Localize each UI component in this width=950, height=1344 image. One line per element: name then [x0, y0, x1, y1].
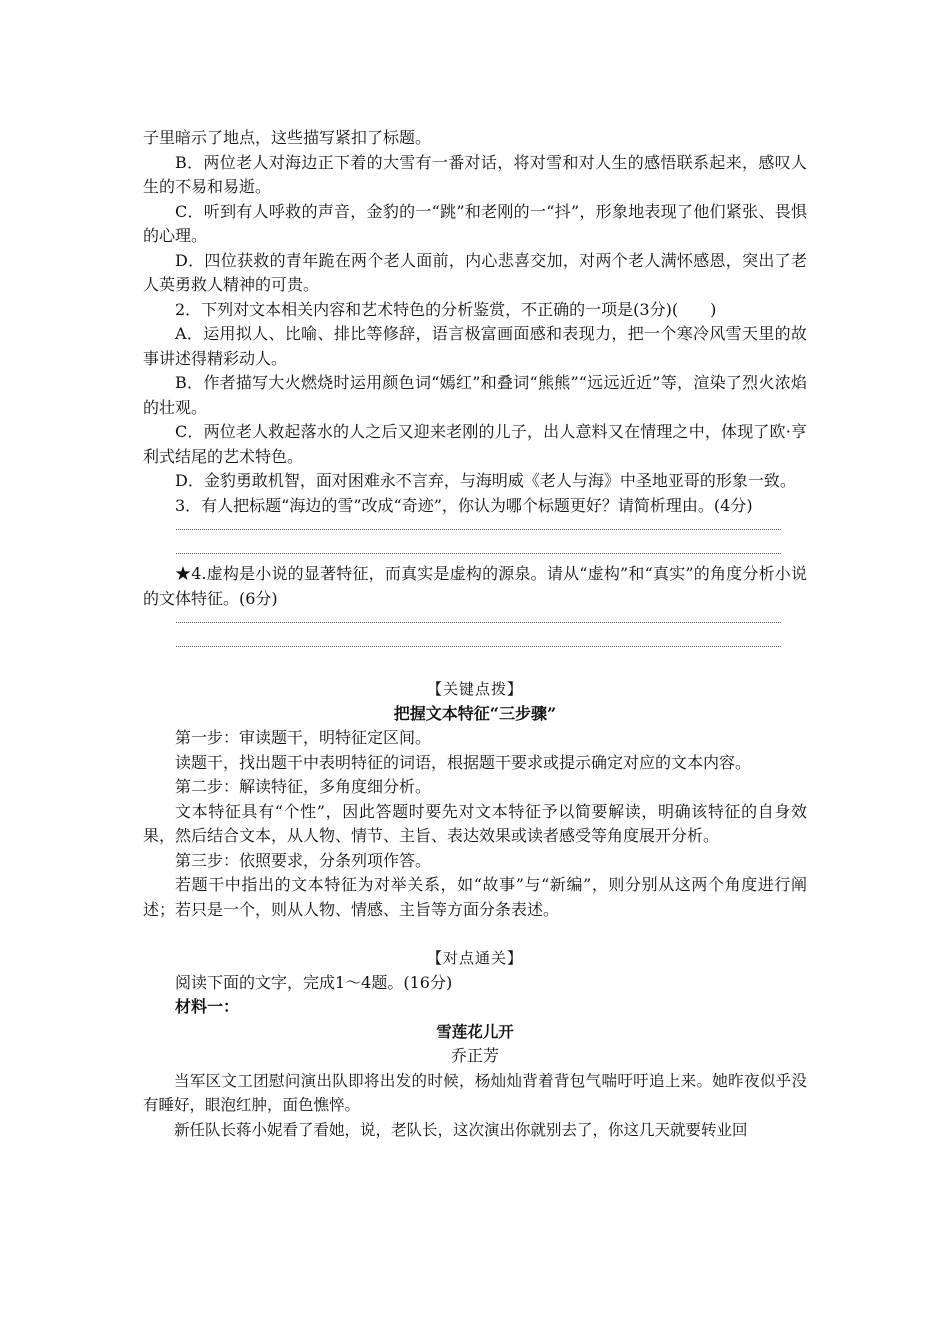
key-step-3-text: 若题干中指出的文本特征为对举关系，如“故事”与“新编”，则分别从这两个角度进行阐述；若只是一个，则从人物、情感、主旨等方面分条表述。	[143, 875, 807, 919]
q2-option-a: A．运用拟人、比喻、排比等修辞，语言极富画面感和表现力，把一个寒冷风雪天里的故事讲述得精彩动人。	[143, 324, 807, 368]
practice-instruction: 阅读下面的文字，完成1～4题。(16分)	[175, 972, 453, 992]
key-step-1: 第一步：审读题干，明特征定区间。	[175, 728, 432, 747]
q3-stem: 3．有人把标题“海边的雪”改成“奇迹”，你认为哪个标题更好？请简析理由。(4分)	[175, 495, 753, 515]
q3-answer-area	[143, 518, 807, 554]
q4-answer-area	[143, 611, 807, 647]
key-step-2: 第二步：解读特征，多角度细分析。	[175, 777, 432, 796]
key-step-3: 第三步：依照要求，分条列项作答。	[175, 850, 432, 870]
key-points-title: 把握文本特征“三步骤”	[393, 703, 557, 723]
q1-option-c: C．听到有人呼救的声音，金豹的一“跳”和老刚的一“抖”，形象地表现了他们紧张、畏惧的心理。	[143, 201, 807, 245]
q2-option-b: B．作者描写大火燃烧时运用颜色词“嫣红”和叠词“熊熊”“远远近近”等，渲染了烈火浓焰的壮观。	[143, 373, 807, 417]
story-title: 雪莲花儿开	[436, 1022, 514, 1041]
key-step-2-text: 文本特征具有“个性”，因此答题时要先对文本特征予以简要解读，明确该特征的自身效果，然后结合文本，从人物、情节、主旨、表达效果或读者感受等角度展开分析。	[143, 801, 807, 845]
answer-line[interactable]	[176, 529, 781, 530]
answer-line[interactable]	[176, 622, 781, 623]
key-step-1-text: 读题干，找出题干中表明特征的词语，根据题干要求或提示确定对应的文本内容。	[175, 752, 752, 772]
document-page	[143, 126, 807, 1142]
q2-option-d: D．金豹勇敢机智，面对困难永不言弃，与海明威《老人与海》中圣地亚哥的形象一致。	[175, 471, 796, 490]
material-label: 材料一：	[175, 997, 240, 1016]
story-paragraph-1: 当军区文工团慰问演出队即将出发的时候，杨灿灿背着背包气喘吁吁追上来。她昨夜似乎没有睡好，眼泡红肿，面色憔悴。	[143, 1071, 807, 1114]
key-points-header: 【关键点拨】	[426, 680, 523, 698]
q1-option-d: D．四位获救的青年跪在两个老人面前，内心悲喜交加，对两个老人满怀感恩，突出了老人英勇救人精神的可贵。	[143, 250, 807, 294]
q1-option-b: B．两位老人对海边正下着的大雪有一番对话，将对雪和对人生的感悟联系起来，感叹人生的不易和易逝。	[143, 152, 807, 196]
q2-stem: 2．下列对文本相关内容和艺术特色的分析鉴赏，不正确的一项是(3分)( )	[175, 299, 717, 319]
story-paragraph-2: 新任队长蒋小妮看了看她，说，老队长，这次演出你就别去了，你这几天就要转业回	[174, 1120, 748, 1139]
q2-option-c: C．两位老人救起落水的人之后又迎来老刚的儿子，出人意料又在情理之中，体现了欧·亨利式结尾的艺术特色。	[143, 422, 807, 466]
q1-option-a-tail: 子里暗示了地点，这些描写紧扣了标题。	[143, 128, 432, 147]
practice-header: 【对点通关】	[426, 949, 523, 967]
q4-stem: ★4.虚构是小说的显著特征，而真实是虚构的源泉。请从“虚构”和“真实”的角度分析小说的文体特征。(6分)	[143, 564, 807, 608]
story-author: 乔正芳	[450, 1046, 499, 1065]
